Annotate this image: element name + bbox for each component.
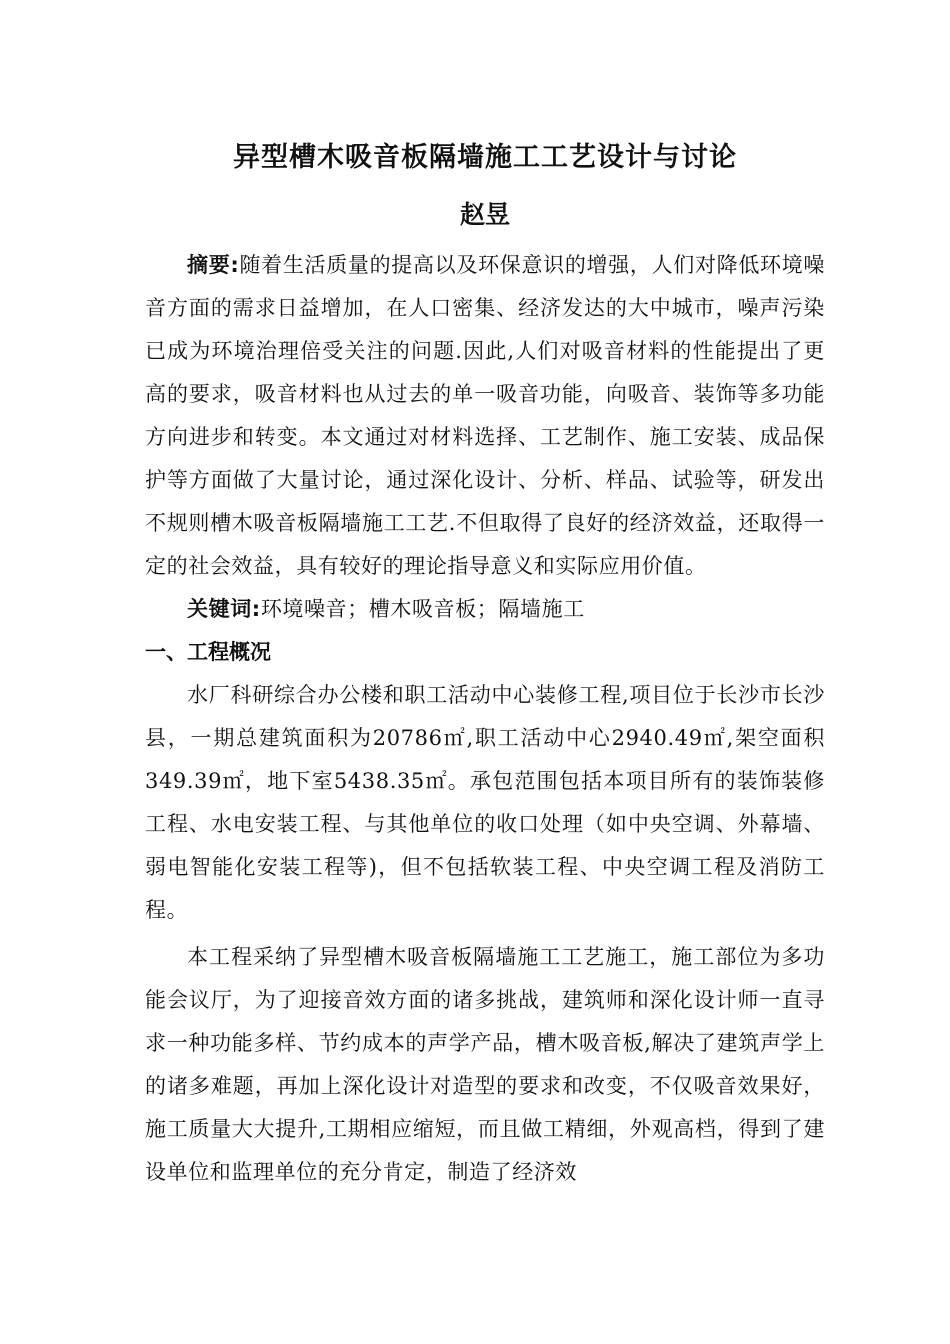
document-page xyxy=(145,130,825,1194)
abstract-text: 随着生活质量的提高以及环保意识的增强，人们对降低环境噪音方面的需求日益增加，在人口密集、经济发达的大中城市，噪声污染已成为环境治理倍受关注的问题.因此,人们对吸音材料的性能提出了更高的要求，吸音材料也从过去的单一吸音功能，向吸音、装饰等多功能方向进步和转变。本文通过对材料选择、工艺制作、施工安装、成品保护等方面做了大量讨论，通过深化设计、分析、样品、试验等，研发出不规则槽木吸音板隔墙施工工艺.不但取得了良好的经济效益，还取得一定的社会效益，具有较好的理论指导意义和实际应用价值。 xyxy=(145,253,826,578)
abstract-label: 摘要: xyxy=(187,253,240,277)
keywords-paragraph xyxy=(145,588,825,631)
keywords-text: 环境噪音；槽木吸音板；隔墙施工 xyxy=(260,597,585,621)
section-heading: 一、工程概况 xyxy=(145,640,271,664)
document-title: 异型槽木吸音板隔墙施工工艺设计与讨论 xyxy=(233,142,737,173)
abstract-paragraph xyxy=(145,244,825,588)
document-author: 赵昱 xyxy=(459,200,510,229)
keywords-label: 关键词: xyxy=(187,597,261,621)
body-paragraph: 水厂科研综合办公楼和职工活动中心装修工程,项目位于长沙市长沙县，一期总建筑面积为20786㎡,职工活动中心2940.49㎡,架空面积349.39㎡，地下室5438.35㎡。承包范围包括本项目所有的装饰装修工程、水电安装工程、与其他单位的收口处理（如中央空调、外幕墙、弱电智能化安装工程等)，但不包括软装工程、中央空调工程及消防工程。 xyxy=(145,683,825,922)
body-paragraph: 本工程采纳了异型槽木吸音板隔墙施工工艺施工，施工部位为多功能会议厅，为了迎接音效方面的诸多挑战，建筑师和深化设计师一直寻求一种功能多样、节约成本的声学产品，槽木吸音板,解决了建筑声学上的诸多难题，再加上深化设计对造型的要求和改变，不仅吸音效果好，施工质量大大提升,工期相应缩短，而且做工精细，外观高档，得到了建设单位和监理单位的充分肯定，制造了经济效 xyxy=(145,945,825,1184)
